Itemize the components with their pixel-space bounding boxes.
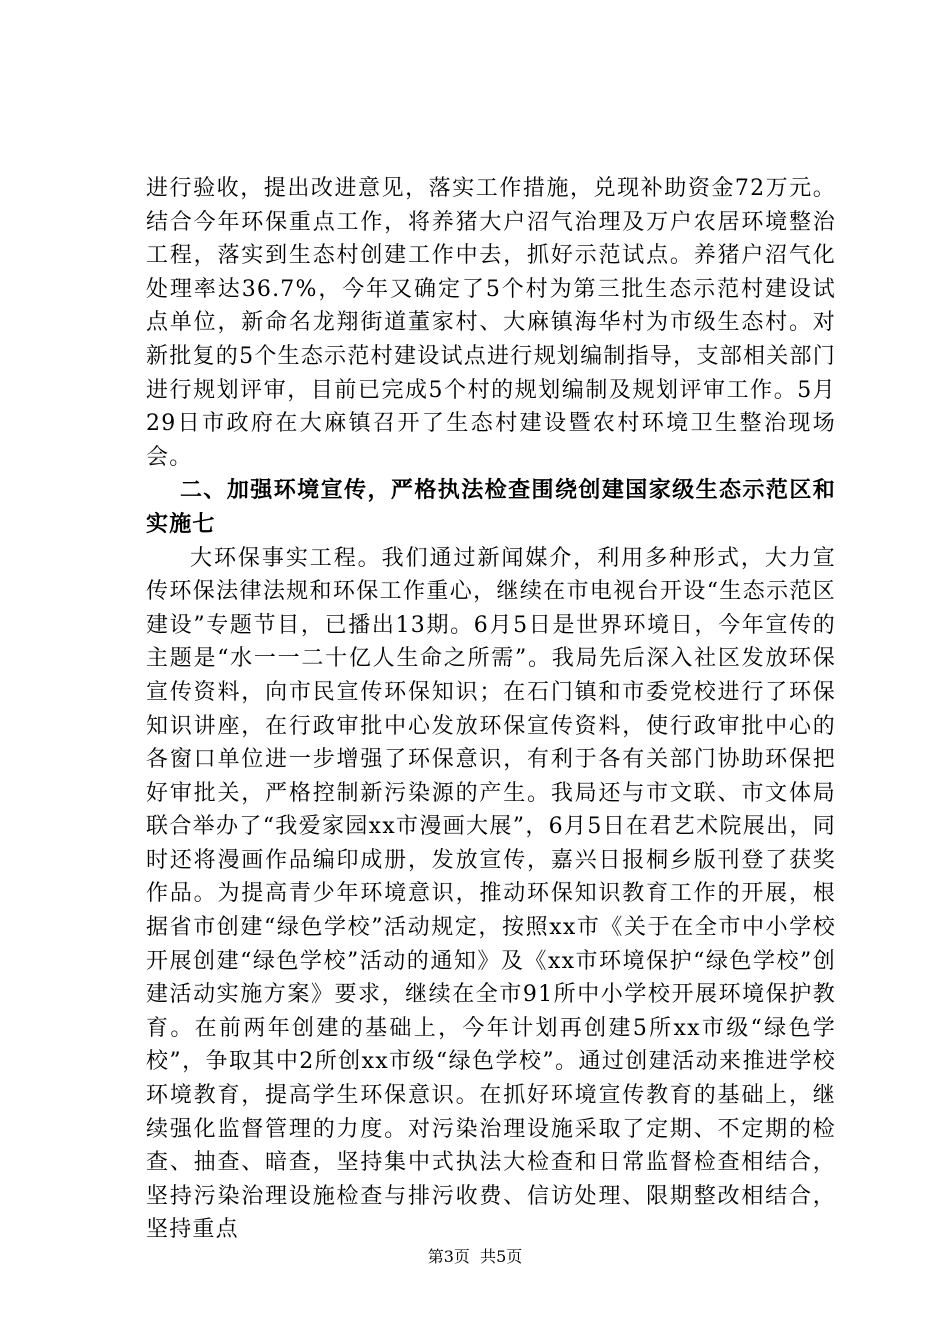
section-heading: 二、加强环境宣传，严格执法检查围绕创建国家级生态示范区和实施七 — [146, 477, 836, 537]
page-number: 第3页 — [427, 1247, 470, 1266]
page-total: 共5页 — [480, 1247, 523, 1266]
paragraph-body: 大环保事实工程。我们通过新闻媒介，利用多种形式，大力宣传环保法律法规和环保工作重心，继续在市电视台开设“生态示范区建设”专题节目，已播出13期。6月5日是世界环境日，今年宣传的主题是“水一一二十亿人生命之所需”。我局先后深入社区发放环保宣传资料，向市民宣传环保知识；在石门镇和市委党校进行了环保知识讲座，在行政审批中心发放环保宣传资料，使行政审批中心的各窗口单位进一步增强了环保意识，有利于各有关部门协助环保把好审批关，严格控制新污染源的产生。我局还与市文联、市文体局联合举办了“我爱家园xx市漫画大展”，6月5日在君艺术院展出，同时还将漫画作品编印成册，发放宣传，嘉兴日报桐乡版刊登了获奖作品。为提高青少年环境意识，推动环保知识教育工作的开展，根据省市创建“绿色学校”活动规定，按照xx市《关于在全市中小学校开展创建“绿色学校”活动的通知》及《xx市环境保护“绿色学校”创建活动实施方案》要求，继续在全市91所中小学校开展环境保护教育。在前两年创建的基础上，今年计划再创建5所xx市级“绿色学校”，争取其中2所创xx市级“绿色学校”。通过创建活动来推进学校环境教育，提高学生环保意识。在抓好环境宣传教育的基础上，继续强化监督管理的力度。对污染治理设施采取了定期、不定期的检查、抽查、暗查，坚持集中式执法大检查和日常监督检查相结合，坚持污染治理设施检查与排污收费、信访处理、限期整改相结合，坚持重点 — [146, 545, 836, 1243]
page-footer — [0, 1244, 950, 1267]
paragraph-continuation: 进行验收，提出改进意见，落实工作措施，兑现补助资金72万元。结合今年环保重点工作，将养猪大户沼气治理及万户农居环境整治工程，落实到生态村创建工作中去，抓好示范试点。养猪户沼气化处理率达36.7%，今年又确定了5个村为第三批生态示范村建设试点单位，新命名龙翔街道董家村、大麻镇海华村为市级生态村。对新批复的5个生态示范村建设试点进行规划编制指导，支部相关部门进行规划评审，目前已完成5个村的规划编制及规划评审工作。5月29日市政府在大麻镇召开了生态村建设暨农村环境卫生整治现场会。 — [146, 176, 836, 470]
document-body — [146, 172, 836, 1247]
